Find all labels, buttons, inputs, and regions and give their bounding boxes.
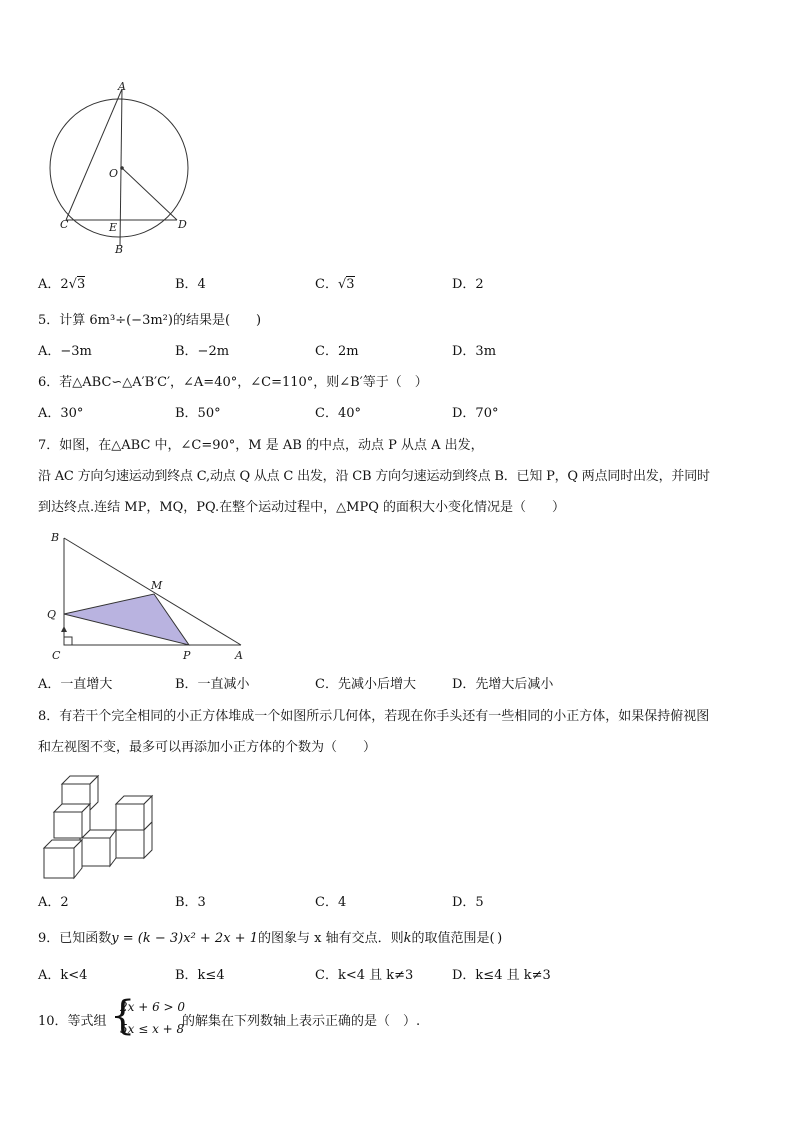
q5-option-b: B．−2m [175, 344, 230, 359]
label-o: O [109, 167, 119, 180]
circle-o [50, 99, 188, 237]
q5-option-c: C．2m [315, 344, 359, 359]
cube-stack [44, 776, 152, 878]
label-p: P [183, 649, 191, 662]
q6-option-d: D．70° [452, 406, 499, 421]
q6-stem: 6．若△ABC∽△A′B′C′，∠A=40°，∠C=110°，则∠B′等于（ ） [38, 375, 428, 390]
q5-option-a: A．−3m [38, 344, 92, 359]
label-m: M [151, 579, 163, 592]
q9-option-c: C．k<4 且 k≠3 [315, 968, 414, 983]
q7-option-a: A．一直增大 [38, 677, 113, 692]
q9-option-d: D．k≤4 且 k≠3 [452, 968, 551, 983]
sqrt-symbol: √ [68, 277, 77, 292]
q6-option-c: C．40° [315, 406, 361, 421]
label-b: B [51, 531, 60, 544]
label-q: Q [47, 608, 57, 621]
q9-k: k [403, 931, 412, 946]
q8-stem-line1: 8．有若干个完全相同的小正方体堆成一个如图所示几何体，若现在你手头还有一些相同的小正方体，如果保持俯视图 [38, 709, 710, 724]
q8-option-d: D．5 [452, 895, 484, 910]
q10-stem-suffix: 的解集在下列数轴上表示正确的是（ ）. [182, 1014, 421, 1029]
q7-stem-line3: 到达终点.连结 MP，MQ，PQ.在整个运动过程中，△MPQ 的面积大小变化情况是（ ） [38, 500, 566, 515]
sqrt-symbol: √ [337, 277, 347, 292]
inequality-1: 2x + 6 > 0 [120, 1000, 186, 1014]
label-e: E [109, 221, 118, 234]
q4-option-b: B．4 [175, 277, 206, 292]
q6-option-b: B．50° [175, 406, 221, 421]
q7-stem-line2: 沿 AC 方向匀速运动到终点 C,动点 Q 从点 C 出发，沿 CB 方向匀速运动到终点 B．已知 P，Q 两点同时出发，并同时 [38, 469, 710, 484]
label-d: D [178, 218, 187, 231]
q9-option-b: B．k≤4 [175, 968, 225, 983]
q7-option-b: B．一直减小 [175, 677, 250, 692]
center-dot [120, 166, 124, 170]
inequality-2: 5x ≤ x + 8 [120, 1022, 185, 1036]
q4-option-c: C．√3 [315, 277, 355, 292]
q4-option-d: D．2 [452, 277, 484, 292]
segment-od [122, 168, 177, 220]
q5-option-d: D．3m [452, 344, 497, 359]
q9-formula: y = (k − 3)x² + 2x + 1 [111, 931, 258, 946]
q7-stem-line1: 7．如图，在△ABC 中，∠C=90°，M 是 AB 的中点，动点 P 从点 A 出发， [38, 438, 484, 453]
q7-option-c: C．先减小后增大 [315, 677, 416, 692]
label-c: C [60, 218, 69, 231]
left-brace: { [110, 993, 136, 1039]
right-angle-mark [64, 637, 72, 645]
q8-option-b: B．3 [175, 895, 206, 910]
q10-stem-prefix: 10．等式组 [38, 1014, 107, 1029]
q8-cubes-figure [38, 768, 158, 880]
q9-stem: 9．已知函数y = (k − 3)x² + 2x + 1的图象与 x 轴有交点．则k的取值范围是( ) [38, 931, 503, 946]
q4-option-a: A．2√3 [38, 277, 86, 292]
segment-ac [66, 89, 122, 220]
q4-circle-figure [44, 82, 194, 260]
q8-stem-line2: 和左视图不变，最多可以再添加小正方体的个数为（ ） [38, 740, 377, 755]
label-a: A [235, 649, 243, 662]
q7-triangle-figure [44, 528, 254, 664]
q8-option-a: A．2 [38, 895, 69, 910]
q7-option-d: D．先增大后减小 [452, 677, 554, 692]
q6-option-a: A．30° [38, 406, 84, 421]
q10-inequality-system [110, 993, 190, 1042]
q5-stem: 5．计算 6m³÷(−3m²)的结果是( ) [38, 313, 262, 328]
label-c: C [52, 649, 61, 662]
q9-option-a: A．k<4 [38, 968, 88, 983]
arrow-head [61, 626, 67, 632]
label-b: B [115, 243, 124, 256]
q8-option-c: C．4 [315, 895, 347, 910]
label-a: A [118, 82, 126, 93]
